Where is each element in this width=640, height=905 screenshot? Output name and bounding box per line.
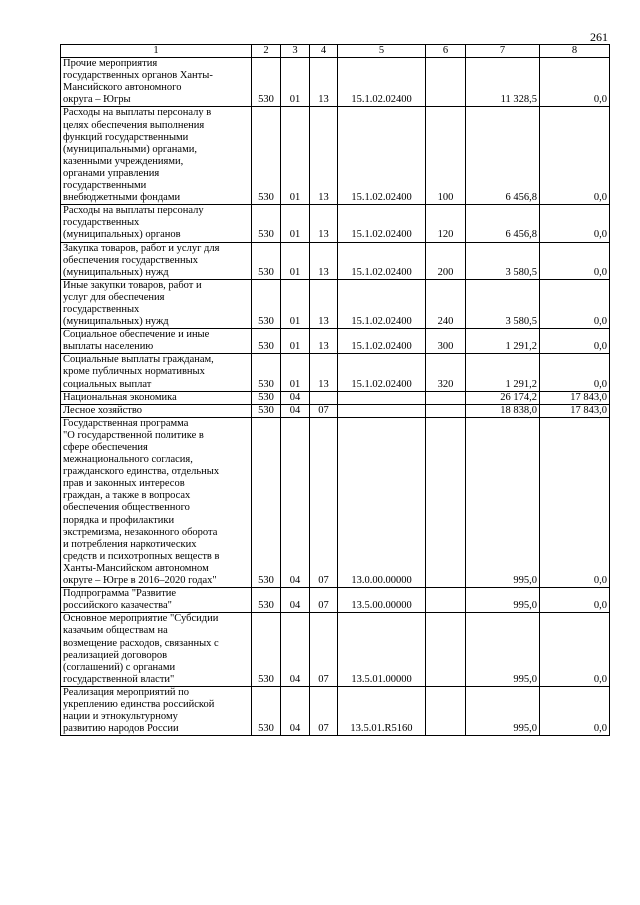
cell-ministry-code: 530 <box>252 354 281 391</box>
cell-subsection: 13 <box>310 107 338 205</box>
cell-subsection: 07 <box>310 404 338 417</box>
cell-amount: 26 174,2 <box>466 391 540 404</box>
cell-ministry-code: 530 <box>252 588 281 613</box>
column-number-row <box>61 45 610 58</box>
cell-section: 01 <box>281 107 310 205</box>
cell-federal-amount: 0,0 <box>540 58 610 107</box>
cell-federal-amount: 0,0 <box>540 242 610 279</box>
column-header: 1 <box>61 45 252 58</box>
cell-federal-amount: 0,0 <box>540 686 610 735</box>
cell-ministry-code: 530 <box>252 242 281 279</box>
cell-section: 01 <box>281 354 310 391</box>
cell-expense-type: 100 <box>426 107 466 205</box>
row-name: Расходы на выплаты персоналу в целях обеспечения выполнения функций государственными (муниципальными) органами, казенными учреждениями, органами управления государственными внебюджетными фондами <box>61 107 252 205</box>
cell-amount: 995,0 <box>466 417 540 587</box>
cell-section: 04 <box>281 613 310 687</box>
cell-amount: 995,0 <box>466 686 540 735</box>
cell-federal-amount: 0,0 <box>540 354 610 391</box>
cell-expense-type <box>426 588 466 613</box>
cell-subsection: 13 <box>310 329 338 354</box>
row-name: Государственная программа "О государственной политике в сфере обеспечения межнационального согласия, гражданского единства, отдельных прав и законных интересов граждан, а также в вопросах обеспечения общественного порядка и профилактики экстремизма, незаконного оборота и потребления наркотических средств и психотропных веществ в Ханты-Мансийском автономном округе – Югре в 2016–2020 годах" <box>61 417 252 587</box>
cell-target-article <box>338 404 426 417</box>
cell-target-article: 15.1.02.02400 <box>338 242 426 279</box>
column-header: 2 <box>252 45 281 58</box>
cell-expense-type <box>426 417 466 587</box>
cell-ministry-code: 530 <box>252 417 281 587</box>
cell-section: 04 <box>281 588 310 613</box>
cell-amount: 995,0 <box>466 588 540 613</box>
cell-subsection: 13 <box>310 205 338 242</box>
row-name: Национальная экономика <box>61 391 252 404</box>
cell-ministry-code: 530 <box>252 107 281 205</box>
row-name: Основное мероприятие "Субсидии казачьим обществам на возмещение расходов, связанных с реализацией договоров (соглашений) с органами государственной власти" <box>61 613 252 687</box>
column-header: 7 <box>466 45 540 58</box>
cell-subsection: 07 <box>310 686 338 735</box>
cell-target-article: 15.1.02.02400 <box>338 107 426 205</box>
table-row <box>61 391 610 404</box>
cell-section: 01 <box>281 205 310 242</box>
cell-subsection: 07 <box>310 613 338 687</box>
cell-subsection <box>310 391 338 404</box>
cell-amount: 6 456,8 <box>466 107 540 205</box>
cell-amount: 18 838,0 <box>466 404 540 417</box>
cell-expense-type: 240 <box>426 279 466 328</box>
cell-ministry-code: 530 <box>252 613 281 687</box>
cell-federal-amount: 0,0 <box>540 329 610 354</box>
cell-target-article: 15.1.02.02400 <box>338 354 426 391</box>
cell-target-article <box>338 391 426 404</box>
cell-target-article: 15.1.02.02400 <box>338 329 426 354</box>
cell-ministry-code: 530 <box>252 279 281 328</box>
column-header: 3 <box>281 45 310 58</box>
column-header: 4 <box>310 45 338 58</box>
cell-amount: 1 291,2 <box>466 329 540 354</box>
cell-target-article: 13.5.00.00000 <box>338 588 426 613</box>
cell-expense-type <box>426 58 466 107</box>
row-name: Расходы на выплаты персоналу государственных (муниципальных) органов <box>61 205 252 242</box>
cell-section: 01 <box>281 329 310 354</box>
cell-federal-amount: 0,0 <box>540 613 610 687</box>
cell-ministry-code: 530 <box>252 205 281 242</box>
cell-subsection: 07 <box>310 588 338 613</box>
page-number: 261 <box>590 30 608 44</box>
table-row <box>61 279 610 328</box>
cell-amount: 995,0 <box>466 613 540 687</box>
row-name: Реализация мероприятий по укреплению единства российской нации и этнокультурному развитию народов России <box>61 686 252 735</box>
cell-target-article: 15.1.02.02400 <box>338 205 426 242</box>
cell-section: 04 <box>281 391 310 404</box>
cell-expense-type: 120 <box>426 205 466 242</box>
table-row <box>61 354 610 391</box>
budget-table-body <box>61 58 610 736</box>
cell-ministry-code: 530 <box>252 391 281 404</box>
cell-target-article: 15.1.02.02400 <box>338 279 426 328</box>
cell-target-article: 13.5.01.R5160 <box>338 686 426 735</box>
cell-amount: 11 328,5 <box>466 58 540 107</box>
budget-table <box>60 44 610 736</box>
cell-target-article: 13.0.00.00000 <box>338 417 426 587</box>
table-row <box>61 205 610 242</box>
row-name: Иные закупки товаров, работ и услуг для обеспечения государственных (муниципальных) нужд <box>61 279 252 328</box>
cell-federal-amount: 0,0 <box>540 279 610 328</box>
cell-federal-amount: 0,0 <box>540 417 610 587</box>
cell-amount: 1 291,2 <box>466 354 540 391</box>
cell-federal-amount: 0,0 <box>540 588 610 613</box>
row-name: Подпрограмма "Развитие российского казачества" <box>61 588 252 613</box>
table-row <box>61 613 610 687</box>
cell-section: 04 <box>281 404 310 417</box>
cell-target-article: 15.1.02.02400 <box>338 58 426 107</box>
cell-ministry-code: 530 <box>252 58 281 107</box>
cell-section: 01 <box>281 279 310 328</box>
cell-expense-type: 300 <box>426 329 466 354</box>
cell-expense-type <box>426 613 466 687</box>
table-row <box>61 107 610 205</box>
cell-expense-type <box>426 686 466 735</box>
table-row <box>61 404 610 417</box>
cell-ministry-code: 530 <box>252 329 281 354</box>
row-name: Социальное обеспечение и иные выплаты населению <box>61 329 252 354</box>
cell-expense-type: 200 <box>426 242 466 279</box>
row-name: Социальные выплаты гражданам, кроме публичных нормативных социальных выплат <box>61 354 252 391</box>
cell-section: 01 <box>281 58 310 107</box>
cell-expense-type <box>426 391 466 404</box>
cell-federal-amount: 0,0 <box>540 107 610 205</box>
table-row <box>61 329 610 354</box>
row-name: Прочие мероприятия государственных органов Ханты- Мансийского автономного округа – Югры <box>61 58 252 107</box>
cell-subsection: 13 <box>310 279 338 328</box>
column-header: 5 <box>338 45 426 58</box>
cell-federal-amount: 17 843,0 <box>540 391 610 404</box>
table-row <box>61 417 610 587</box>
cell-expense-type <box>426 404 466 417</box>
cell-ministry-code: 530 <box>252 404 281 417</box>
cell-target-article: 13.5.01.00000 <box>338 613 426 687</box>
cell-subsection: 13 <box>310 58 338 107</box>
table-row <box>61 58 610 107</box>
column-header: 8 <box>540 45 610 58</box>
cell-subsection: 13 <box>310 242 338 279</box>
cell-expense-type: 320 <box>426 354 466 391</box>
cell-amount: 3 580,5 <box>466 279 540 328</box>
row-name: Закупка товаров, работ и услуг для обеспечения государственных (муниципальных) нужд <box>61 242 252 279</box>
cell-section: 04 <box>281 417 310 587</box>
cell-section: 01 <box>281 242 310 279</box>
cell-subsection: 13 <box>310 354 338 391</box>
cell-subsection: 07 <box>310 417 338 587</box>
cell-section: 04 <box>281 686 310 735</box>
row-name: Лесное хозяйство <box>61 404 252 417</box>
cell-amount: 6 456,8 <box>466 205 540 242</box>
column-header: 6 <box>426 45 466 58</box>
table-row <box>61 686 610 735</box>
cell-ministry-code: 530 <box>252 686 281 735</box>
cell-federal-amount: 0,0 <box>540 205 610 242</box>
table-row <box>61 588 610 613</box>
table-row <box>61 242 610 279</box>
cell-amount: 3 580,5 <box>466 242 540 279</box>
cell-federal-amount: 17 843,0 <box>540 404 610 417</box>
